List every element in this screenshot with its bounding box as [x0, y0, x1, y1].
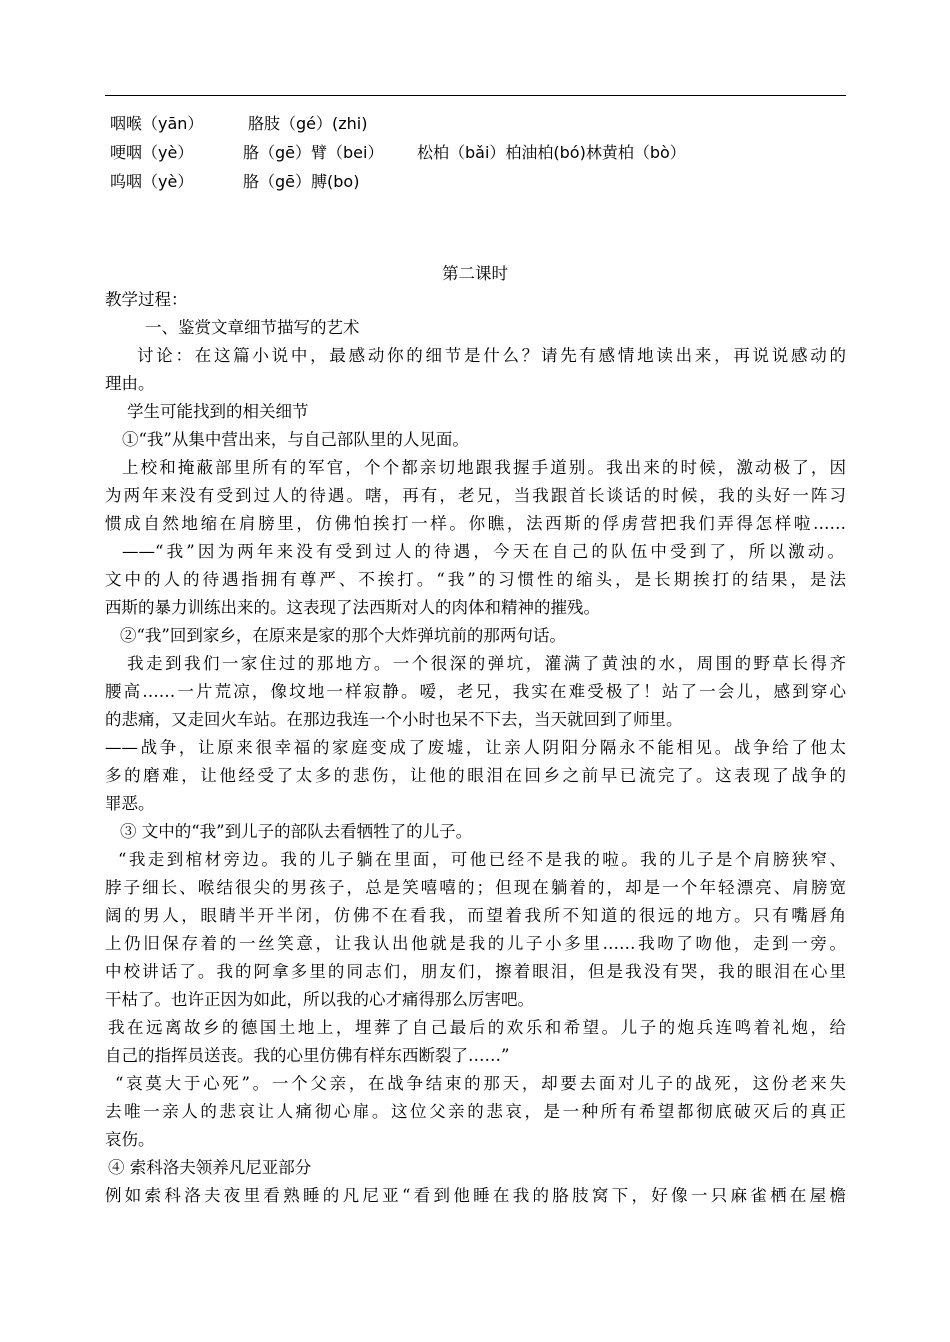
header-rule	[105, 95, 846, 96]
text-line: 我走到我们一家住过的那地方。一个很深的弹坑，灌满了黄浊的水，周围的野草长得齐	[127, 654, 846, 673]
pinyin-entry: 咽喉（yān）	[110, 114, 204, 133]
text-line: 上仍旧保存着的一丝笑意，让我认出他就是我的儿子小多里……我吻了吻他，走到一旁。	[105, 934, 846, 953]
pinyin-entry: 哽咽（yè）	[110, 143, 194, 162]
text-line: ④ 索科洛夫领养凡尼亚部分	[108, 1158, 312, 1177]
text-line: 例如索科洛夫夜里看熟睡的凡尼亚“看到他睡在我的胳肢窝下，好像一只麻雀栖在屋檐	[105, 1186, 846, 1205]
pinyin-entry: 胳（gē）臂（bei）	[243, 143, 384, 162]
pinyin-entry: 呜咽（yè）	[110, 172, 194, 191]
text-line: 一、鉴赏文章细节描写的艺术	[145, 318, 360, 337]
text-line: 自己的指挥员送丧。我的心里仿佛有样东西断裂了……”	[105, 1046, 510, 1065]
pinyin-entry: 胳肢（gé）(zhi)	[248, 114, 368, 133]
text-line: ——“我”因为两年来没有受到过人的待遇，今天在自己的队伍中受到了，所以激动。	[122, 542, 844, 561]
text-line: 上校和掩蔽部里所有的军官，个个都亲切地跟我握手道别。我出来的时候，激动极了，因	[122, 458, 846, 477]
text-line: 讨论：在这篇小说中，最感动你的细节是什么？请先有感情地读出来，再说说感动的	[137, 346, 846, 365]
text-line: 为两年来没有受到过人的待遇。嗐，再有，老兄，当我跟首长谈话的时候，我的头好一阵习	[105, 486, 846, 505]
pinyin-entry: 松柏（bǎi）柏油柏(bó)林黄柏（bò）	[417, 143, 686, 162]
text-line: 去唯一亲人的悲哀让人痛彻心扉。这位父亲的悲哀，是一种所有希望都彻底破灭后的真正	[105, 1102, 846, 1121]
text-line: 多的磨难，让他经受了太多的悲伤，让他的眼泪在回乡之前早已流完了。这表现了战争的	[105, 766, 846, 785]
text-line: 西斯的暴力训练出来的。这表现了法西斯对人的肉体和精神的摧残。	[105, 598, 600, 617]
text-line: 学生可能找到的相关细节	[127, 402, 309, 421]
text-line: 哀伤。	[105, 1130, 155, 1149]
text-line: “我走到棺材旁边。我的儿子躺在里面，可他已经不是我的啦。我的儿子是个肩膀狭窄、	[118, 850, 846, 869]
text-line: 的悲痛，又走回火车站。在那边我连一个小时也呆不下去，当天就回到了师里。	[105, 710, 683, 729]
text-line: 理由。	[105, 374, 155, 393]
text-line: ——战争，让原来很幸福的家庭变成了废墟，让亲人阴阳分隔永不能相见。战争给了他太	[105, 738, 846, 757]
text-line: 阔的男人，眼睛半开半闭，仿佛不在看我，而望着我所不知道的很远的地方。只有嘴唇角	[105, 906, 846, 925]
text-line: 罪恶。	[105, 794, 155, 813]
text-line: 干枯了。也许正因为如此，所以我的心才痛得那么厉害吧。	[105, 990, 534, 1009]
text-line: “哀莫大于心死”。一个父亲，在战争结束的那天，却要去面对儿子的战死，这份老来失	[115, 1074, 846, 1093]
text-line: 我在远离故乡的德国土地上，埋葬了自己最后的欢乐和希望。儿子的炮兵连鸣着礼炮，给	[108, 1018, 846, 1037]
text-line: ①“我”从集中营出来，与自己部队里的人见面。	[122, 430, 469, 449]
text-line: 文中的人的待遇指拥有尊严、不挨打。“我”的习惯性的缩头，是长期挨打的结果，是法	[105, 570, 846, 589]
text-line: 惯成自然地缩在肩膀里，仿佛怕挨打一样。你瞧，法西斯的俘虏营把我们弄得怎样啦……	[105, 514, 846, 533]
text-line: ③ 文中的“我”到儿子的部队去看牺牲了的儿子。	[120, 822, 473, 841]
pinyin-entry: 胳（gē）膊(bo)	[243, 172, 360, 191]
text-line: 脖子细长、喉结很尖的男孩子，总是笑嘻嘻的；但现在躺着的，却是一个年轻漂亮、肩膀宽	[105, 878, 846, 897]
text-line: 腰高……一片荒凉，像坟地一样寂静。嗳，老兄，我实在难受极了！站了一会儿，感到穿心	[105, 682, 846, 701]
section-title: 第二课时	[442, 264, 508, 283]
text-line: ②“我”回到家乡，在原来是家的那个大炸弹坑前的那两句话。	[120, 626, 566, 645]
text-line: 中校讲话了。我的阿拿多里的同志们，朋友们，擦着眼泪，但是我没有哭，我的眼泪在心里	[105, 962, 846, 981]
text-line: 教学过程：	[105, 290, 188, 309]
